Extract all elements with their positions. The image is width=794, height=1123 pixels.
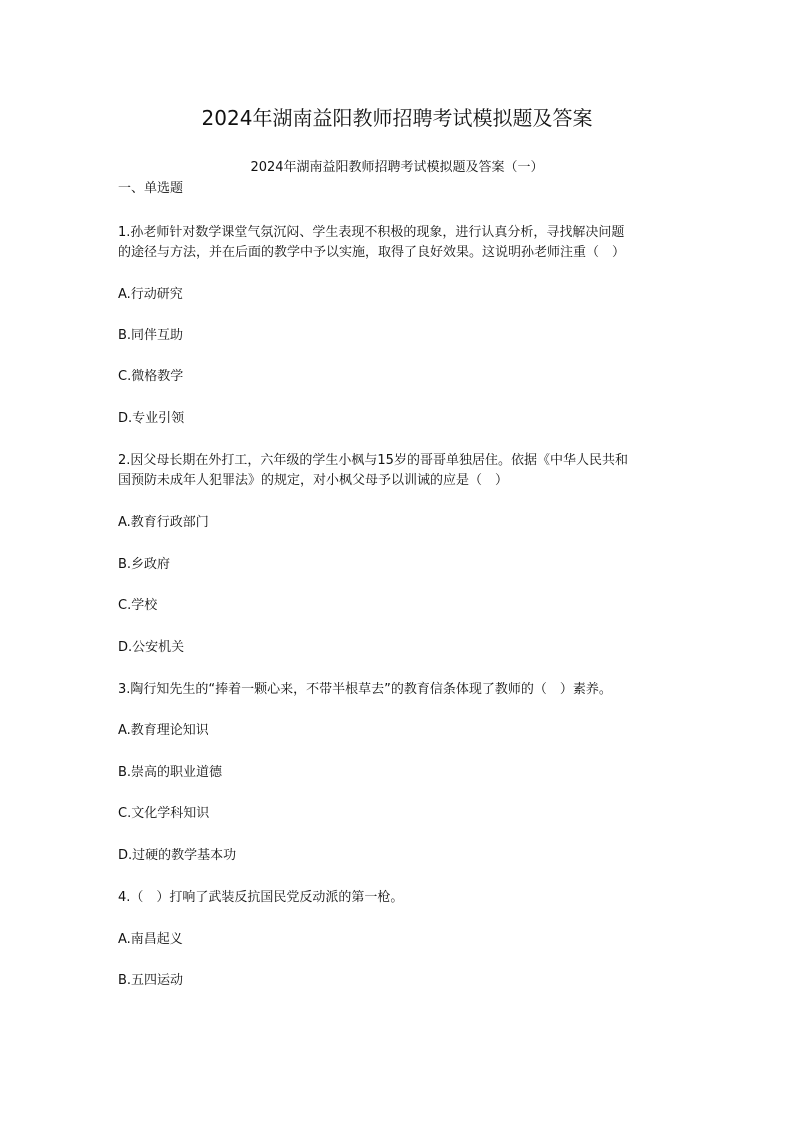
- option: B.五四运动: [118, 973, 184, 988]
- option: B.崇高的职业道德: [118, 765, 223, 780]
- option: B.同伴互助: [118, 328, 184, 343]
- section-heading: 一、单选题: [118, 181, 184, 196]
- question-text: 3.陶行知先生的“捧着一颗心来，不带半根草去”的教育信条体现了教师的（ ）素养。: [118, 682, 612, 697]
- option: A.教育行政部门: [118, 515, 209, 530]
- option: A.教育理论知识: [118, 723, 209, 738]
- document-subtitle: 2024年湖南益阳教师招聘考试模拟题及答案（一）: [250, 160, 544, 175]
- option: D.专业引领: [118, 411, 185, 426]
- option: D.过硬的教学基本功: [118, 848, 237, 863]
- option: D.公安机关: [118, 640, 185, 655]
- option: A.行动研究: [118, 287, 183, 302]
- option: C.学校: [118, 598, 158, 613]
- question-text: 2.因父母长期在外打工，六年级的学生小枫与15岁的哥哥单独居住。依据《中华人民共和: [118, 453, 628, 468]
- question-text: 1.孙老师针对数学课堂气氛沉闷、学生表现不积极的现象，进行认真分析，寻找解决问题: [118, 225, 625, 240]
- option: C.微格教学: [118, 369, 184, 384]
- option: B.乡政府: [118, 557, 171, 572]
- question-text: 的途径与方法，并在后面的教学中予以实施，取得了良好效果。这说明孙老师注重（ ）: [118, 245, 626, 260]
- question-text: 4.（ ）打响了武装反抗国民党反动派的第一枪。: [118, 890, 404, 905]
- question-text: 国预防未成年人犯罪法》的规定，对小枫父母予以训诫的应是（ ）: [118, 473, 509, 488]
- option: A.南昌起义: [118, 932, 183, 947]
- document-title: 2024年湖南益阳教师招聘考试模拟题及答案: [201, 106, 593, 130]
- option: C.文化学科知识: [118, 806, 210, 821]
